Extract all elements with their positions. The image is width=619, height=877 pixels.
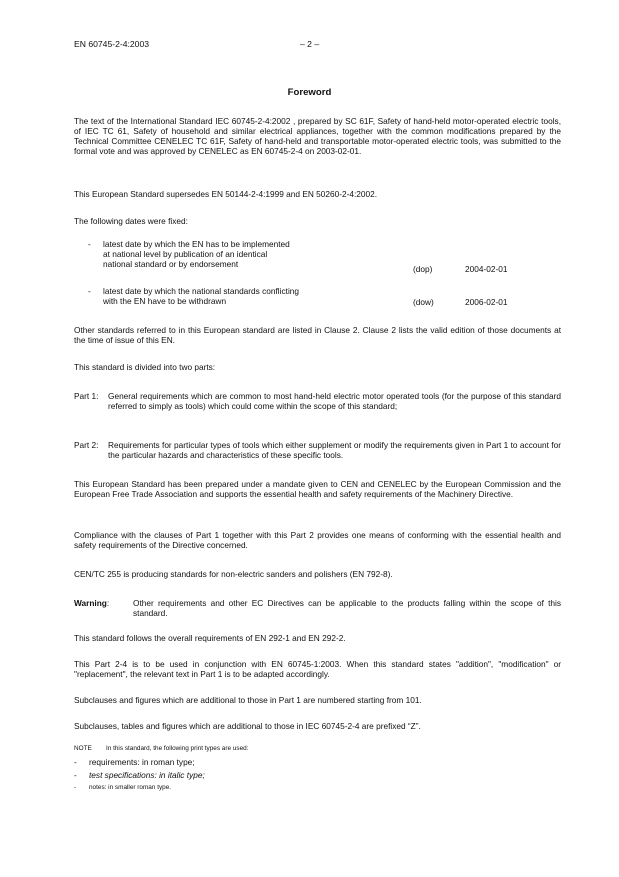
note-item-text: notes: in smaller roman type.	[89, 784, 172, 791]
date-item-line: at national level by publication of an identical	[103, 249, 268, 259]
date-code: (dop)	[413, 264, 433, 274]
date-item-line: latest date by which the national standards conflicting	[103, 286, 300, 296]
paragraph-mandate: This European Standard has been prepared under a mandate given to CEN and CENELEC by the European Commission and the European Free Trade Association and supports the essential health and safety requirements of the Machinery Directive.	[74, 479, 561, 499]
list-dash: -	[74, 784, 77, 791]
warning-text: Other requirements and other EC Directives can be applicable to the products falling within the scope of this standard.	[133, 598, 561, 618]
list-dash: -	[74, 770, 77, 780]
date-item-text	[103, 286, 403, 306]
part-label: Part 1:	[74, 391, 99, 401]
list-dash: -	[88, 286, 91, 296]
date-item-line: latest date by which the EN has to be implemented	[103, 239, 290, 249]
date-item-text	[103, 239, 403, 269]
paragraph-overall-requirements: This standard follows the overall requirements of EN 292-1 and EN 292-2.	[74, 633, 346, 643]
paragraph-cen-tc: CEN/TC 255 is producing standards for non-electric sanders and polishers (EN 792-8).	[74, 569, 393, 579]
paragraph-supersedes: This European Standard supersedes EN 50144-2-4:1999 and EN 50260-2-4:2002.	[74, 189, 378, 199]
paragraph-intro: The text of the International Standard IEC 60745-2-4:2002 , prepared by SC 61F, Safety of hand-held motor-operated electric tools, of IEC TC 61, Safety of household and similar electrical appliances, together with the common modifications prepared by the Technical Committee CENELEC TC 61F, Safety of hand-held and transportable motor-operated electric tools, was submitted to the formal vote and was approved by CENELEC as EN 60745-2-4 on 2003-02-01.	[74, 116, 561, 156]
note-text: In this standard, the following print types are used:	[106, 745, 249, 752]
note-item-text: test specifications: in italic type;	[89, 770, 205, 780]
list-dash: -	[74, 757, 77, 767]
header-doc-id: EN 60745-2-4:2003	[74, 39, 150, 49]
warning-label	[74, 598, 109, 608]
warning-label-text: Warning	[74, 598, 107, 608]
date-code: (dow)	[413, 297, 434, 307]
warning-colon: :	[106, 598, 110, 608]
part-text: General requirements which are common to most hand-held electric motor operated tools (for the purpose of this standard referred to simply as tools) which could come within the scope of this standard;	[108, 391, 561, 411]
paragraph-dates-fixed: The following dates were fixed:	[74, 216, 188, 226]
list-dash: -	[88, 239, 91, 249]
paragraph-prefix-z: Subclauses, tables and figures which are additional to those in IEC 60745-2-4 are prefixed “Z”.	[74, 721, 421, 731]
date-value: 2006-02-01	[465, 297, 508, 307]
paragraph-other-standards: Other standards referred to in this European standard are listed in Clause 2. Clause 2 lists the valid edition of those documents at the time of issue of this EN.	[74, 325, 561, 345]
note-item-text: requirements: in roman type;	[89, 757, 195, 767]
part-text: Requirements for particular types of tools which either supplement or modify the requirements given in Part 1 to account for the particular hazards and characteristics of these specific tools.	[108, 440, 561, 460]
date-item-line: national standard or by endorsement	[103, 259, 239, 269]
note-label: NOTE	[74, 745, 92, 752]
date-item-line: with the EN have to be withdrawn	[103, 296, 227, 306]
paragraph-two-parts: This standard is divided into two parts:	[74, 362, 216, 372]
note-heading	[74, 744, 248, 754]
paragraph-numbering: Subclauses and figures which are additional to those in Part 1 are numbered starting from 101.	[74, 695, 422, 705]
page-title: Foreword	[287, 87, 332, 98]
paragraph-compliance: Compliance with the clauses of Part 1 together with this Part 2 provides one means of conforming with the essential health and safety requirements of the Directive concerned.	[74, 530, 561, 550]
header-page-number: – 2 –	[300, 39, 320, 49]
date-value: 2004-02-01	[465, 264, 508, 274]
part-label: Part 2:	[74, 440, 99, 450]
paragraph-conjunction: This Part 2-4 is to be used in conjunction with EN 60745-1:2003. When this standard states "addition", "modification" or "replacement", the relevant text in Part 1 is to be adapted accordingly.	[74, 659, 561, 679]
